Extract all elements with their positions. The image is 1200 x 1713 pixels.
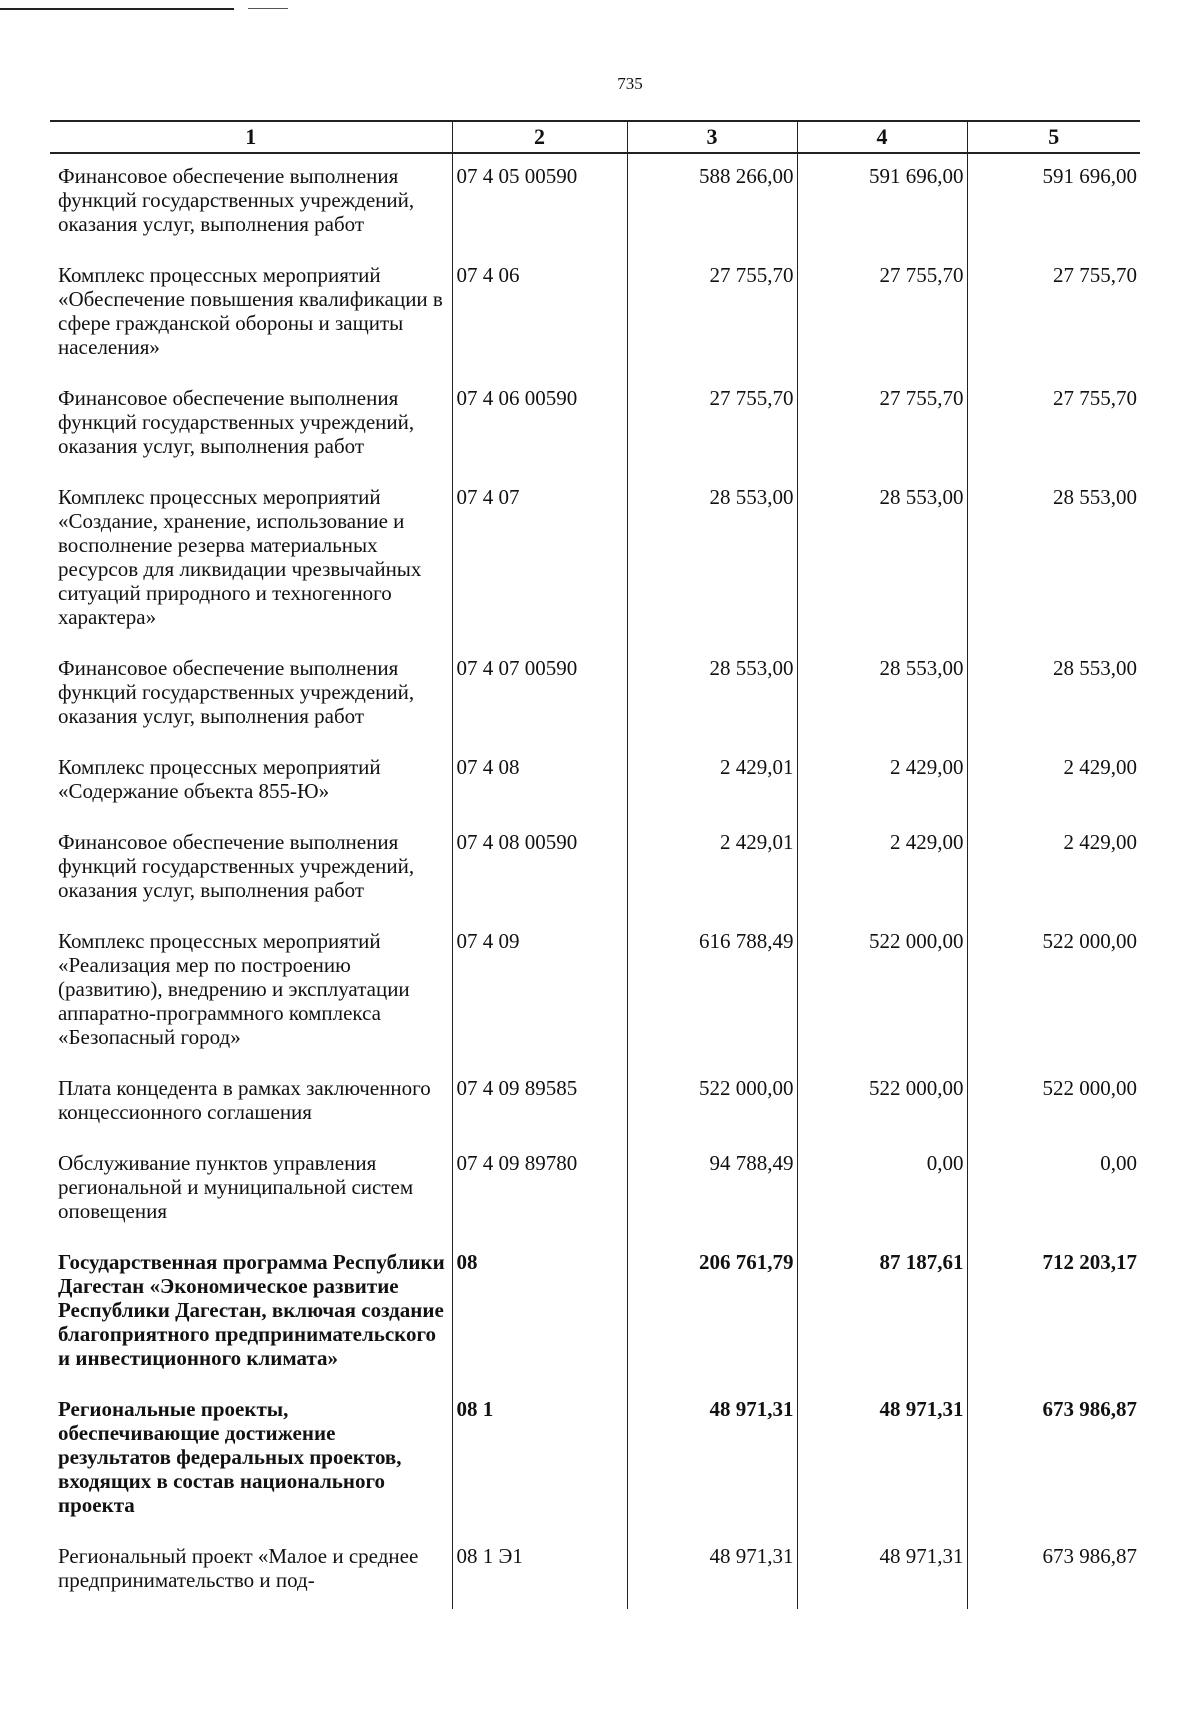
code-cell: 08 1	[452, 1387, 627, 1534]
value-cell-4: 28 553,00	[797, 646, 967, 745]
table-row	[50, 1066, 1140, 1141]
code-cell: 07 4 08	[452, 745, 627, 820]
value-cell-3: 94 788,49	[627, 1141, 797, 1240]
value-cell-5: 2 429,00	[967, 745, 1140, 820]
table-row	[50, 1534, 1140, 1609]
value-cell-3: 48 971,31	[627, 1387, 797, 1534]
name-cell: Государственная программа Республики Дагестан «Экономическое развитие Республики Дагестан, включая создание благоприятного предпринимательского и инвестиционного климата»	[58, 1250, 445, 1370]
value-cell-4: 48 971,31	[797, 1534, 967, 1609]
value-cell-3: 28 553,00	[627, 646, 797, 745]
name-cell: Финансовое обеспечение выполнения функций государственных учреждений, оказания услуг, выполнения работ	[58, 164, 415, 236]
column-header-3: 3	[627, 121, 797, 153]
table-row	[50, 376, 1140, 475]
value-cell-5: 522 000,00	[967, 1066, 1140, 1141]
value-cell-4: 522 000,00	[797, 919, 967, 1066]
table-row	[50, 253, 1140, 376]
name-cell: Региональные проекты, обеспечивающие достижение результатов федеральных проектов, входящих в состав национального проекта	[58, 1397, 402, 1517]
name-cell: Комплекс процессных мероприятий «Обеспечение повышения квалификации в сфере гражданской обороны и защиты населения»	[58, 263, 443, 359]
value-cell-5: 28 553,00	[967, 475, 1140, 646]
column-header-5: 5	[967, 121, 1140, 153]
name-cell: Обслуживание пунктов управления региональной и муниципальной систем оповещения	[58, 1151, 414, 1223]
value-cell-5: 712 203,17	[967, 1240, 1140, 1387]
value-cell-5: 27 755,70	[967, 253, 1140, 376]
value-cell-5: 591 696,00	[967, 153, 1140, 253]
value-cell-4: 0,00	[797, 1141, 967, 1240]
value-cell-3: 28 553,00	[627, 475, 797, 646]
name-cell: Комплекс процессных мероприятий «Создание, хранение, использование и восполнение резерва материальных ресурсов для ликвидации чрезвычайных ситуаций природного и техногенного характера»	[58, 485, 422, 629]
value-cell-5: 27 755,70	[967, 376, 1140, 475]
page-number: 735	[617, 74, 643, 93]
name-cell: Финансовое обеспечение выполнения функций государственных учреждений, оказания услуг, выполнения работ	[58, 386, 415, 458]
table-row	[50, 1387, 1140, 1534]
name-cell: Комплекс процессных мероприятий «Содержание объекта 855-Ю»	[58, 755, 381, 803]
column-header-2: 2	[452, 121, 627, 153]
value-cell-5: 673 986,87	[967, 1387, 1140, 1534]
value-cell-4: 48 971,31	[797, 1387, 967, 1534]
value-cell-4: 87 187,61	[797, 1240, 967, 1387]
code-cell: 07 4 09 89780	[452, 1141, 627, 1240]
code-cell: 07 4 08 00590	[452, 820, 627, 919]
value-cell-3: 588 266,00	[627, 153, 797, 253]
value-cell-5: 522 000,00	[967, 919, 1140, 1066]
column-header-1: 1	[50, 121, 452, 153]
code-cell: 07 4 05 00590	[452, 153, 627, 253]
table-row	[50, 1240, 1140, 1387]
code-cell: 07 4 06 00590	[452, 376, 627, 475]
code-cell: 07 4 07 00590	[452, 646, 627, 745]
table-row	[50, 1141, 1140, 1240]
name-cell: Финансовое обеспечение выполнения функций государственных учреждений, оказания услуг, выполнения работ	[58, 656, 415, 728]
value-cell-4: 27 755,70	[797, 376, 967, 475]
code-cell: 08 1 Э1	[452, 1534, 627, 1609]
table-row	[50, 745, 1140, 820]
budget-table	[50, 120, 1140, 1609]
code-cell: 07 4 09	[452, 919, 627, 1066]
table-header-row	[50, 121, 1140, 153]
value-cell-5: 0,00	[967, 1141, 1140, 1240]
value-cell-3: 522 000,00	[627, 1066, 797, 1141]
value-cell-4: 2 429,00	[797, 745, 967, 820]
table-row	[50, 919, 1140, 1066]
top-rule-short	[248, 8, 288, 9]
name-cell: Региональный проект «Малое и среднее предпринимательство и под-	[58, 1544, 419, 1592]
code-cell: 07 4 09 89585	[452, 1066, 627, 1141]
value-cell-3: 48 971,31	[627, 1534, 797, 1609]
table-row	[50, 820, 1140, 919]
value-cell-4: 27 755,70	[797, 253, 967, 376]
table-row	[50, 475, 1140, 646]
table-body	[50, 153, 1140, 1609]
value-cell-3: 616 788,49	[627, 919, 797, 1066]
value-cell-4: 522 000,00	[797, 1066, 967, 1141]
value-cell-3: 206 761,79	[627, 1240, 797, 1387]
table-row	[50, 646, 1140, 745]
value-cell-3: 27 755,70	[627, 253, 797, 376]
code-cell: 07 4 06	[452, 253, 627, 376]
column-header-4: 4	[797, 121, 967, 153]
name-cell: Финансовое обеспечение выполнения функций государственных учреждений, оказания услуг, выполнения работ	[58, 830, 415, 902]
value-cell-4: 28 553,00	[797, 475, 967, 646]
name-cell: Комплекс процессных мероприятий «Реализация мер по построению (развитию), внедрению и эксплуатации аппаратно-программного комплекса «Безопасный город»	[58, 929, 410, 1049]
value-cell-5: 28 553,00	[967, 646, 1140, 745]
value-cell-3: 2 429,01	[627, 820, 797, 919]
value-cell-3: 2 429,01	[627, 745, 797, 820]
code-cell: 07 4 07	[452, 475, 627, 646]
value-cell-5: 673 986,87	[967, 1534, 1140, 1609]
top-rule	[0, 8, 234, 10]
table-row	[50, 153, 1140, 253]
value-cell-4: 591 696,00	[797, 153, 967, 253]
code-cell: 08	[452, 1240, 627, 1387]
value-cell-4: 2 429,00	[797, 820, 967, 919]
name-cell: Плата концедента в рамках заключенного концессионного соглашения	[58, 1076, 431, 1124]
value-cell-5: 2 429,00	[967, 820, 1140, 919]
value-cell-3: 27 755,70	[627, 376, 797, 475]
